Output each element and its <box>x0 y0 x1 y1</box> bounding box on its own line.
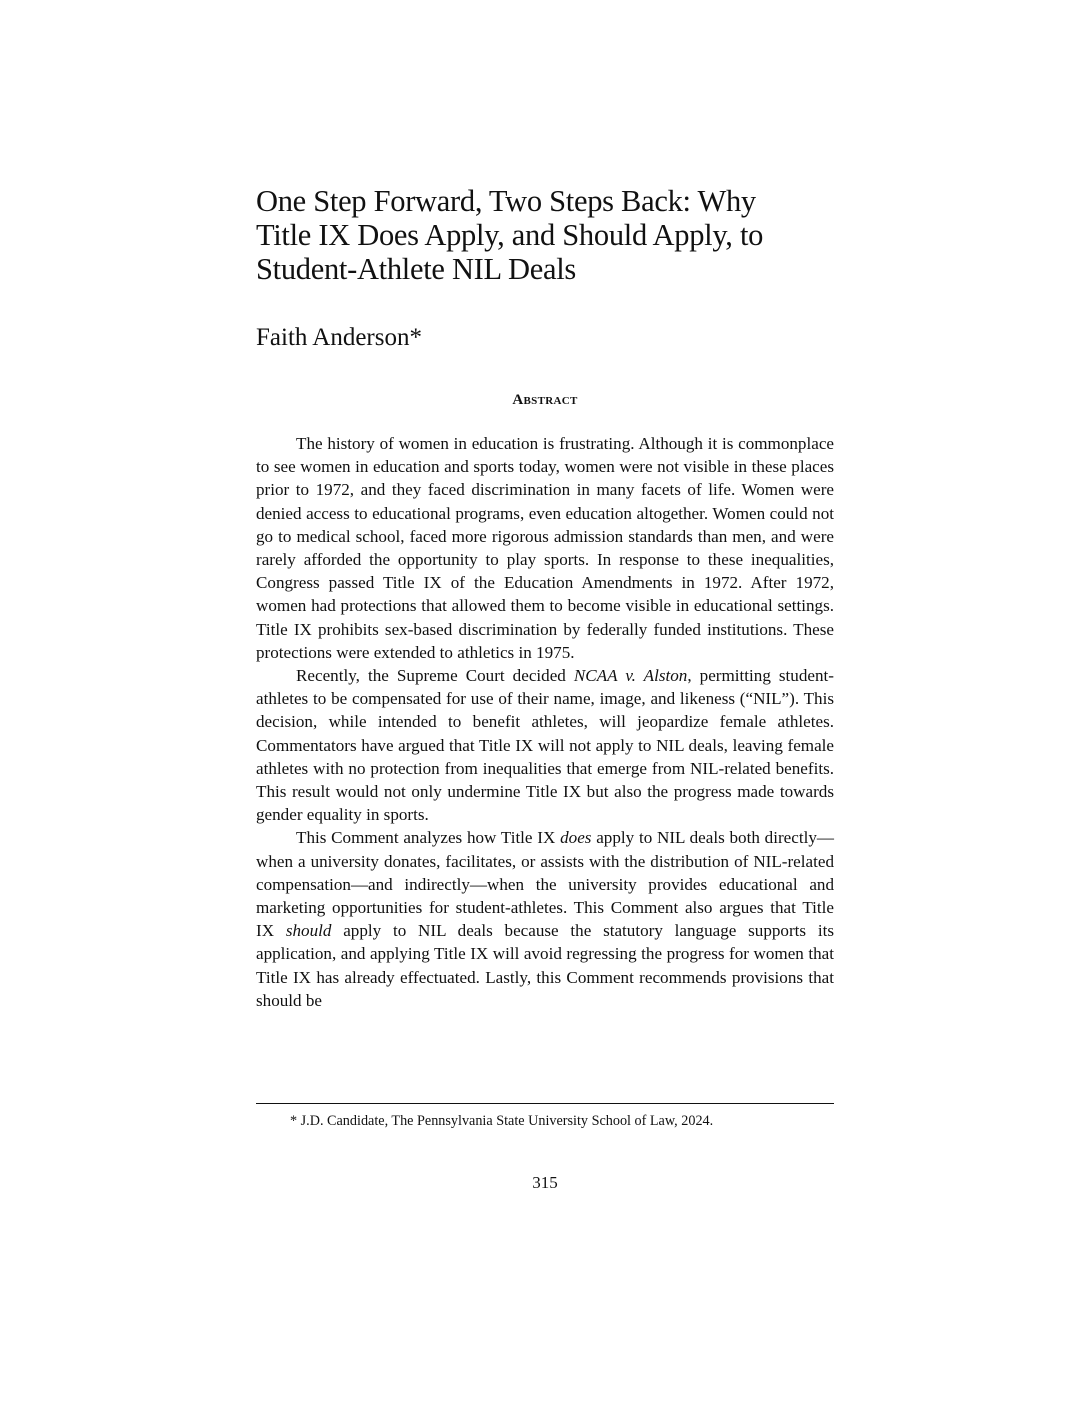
paragraph-3-text-2: apply to NIL deals both directly—when a university donates, facilitates, or assists with the distribution of NIL-related compensation—and indirectly—when the university provides educational and marketing opportunities for student-athletes. This Comment also argues that Title IX <box>256 828 834 941</box>
title-line-3: Student-Athlete NIL Deals <box>256 252 577 286</box>
title-line-1: One Step Forward, Two Steps Back: Why <box>256 184 756 218</box>
abstract-paragraph-2 <box>256 664 834 826</box>
paragraph-2-text-before: Recently, the Supreme Court decided <box>296 666 566 686</box>
page-number: 315 <box>532 1173 558 1192</box>
abstract-heading: Abstract <box>512 392 578 408</box>
paragraph-2-text-after: , permitting student-athletes to be compensated for use of their name, image, and likeness (“NIL”). This decision, while intended to benefit athletes, will jeopardize female athletes. Commentators have argued that Title IX will not apply to NIL deals, leaving female athletes with no protection from inequalities that emerge from NIL-related benefits. This result would not only undermine Title IX but also the progress made towards gender equality in sports. <box>256 666 834 825</box>
abstract-body <box>256 432 834 1012</box>
paragraph-3-text-1: This Comment analyzes how Title IX <box>296 828 556 848</box>
abstract-paragraph-3 <box>256 826 834 1012</box>
abstract-paragraph-1: The history of women in education is frustrating. Although it is commonplace to see women in education and sports today, women were not visible in these places prior to 1972, and they faced discrimination in many facets of life. Women were denied access to educational programs, even education altogether. Women could not go to medical school, faced more rigorous admission standards than men, and were rarely afforded the opportunity to play sports. In response to these inequalities, Congress passed Title IX of the Education Amendments in 1972. After 1972, women had protections that allowed them to become visible in educational settings. Title IX prohibits sex-based discrimination by federally funded institutions. These protections were extended to athletics in 1975. <box>256 434 834 662</box>
article-title <box>256 184 856 286</box>
footnote-divider <box>256 1103 834 1104</box>
paragraph-3-text-3: apply to NIL deals because the statutory language supports its application, and applying Title IX will avoid regressing the progress for women that Title IX has already effectuated. Lastly, this Comment recommends provisions that should be <box>256 921 834 1010</box>
case-name: NCAA v. Alston <box>573 666 688 686</box>
document-page <box>256 0 834 1408</box>
emphasis-should: should <box>285 921 332 941</box>
author-name: Faith Anderson* <box>256 324 422 351</box>
emphasis-does: does <box>560 828 592 848</box>
title-line-2: Title IX Does Apply, and Should Apply, to <box>256 218 764 252</box>
footnote: * J.D. Candidate, The Pennsylvania State University School of Law, 2024. <box>290 1113 714 1129</box>
